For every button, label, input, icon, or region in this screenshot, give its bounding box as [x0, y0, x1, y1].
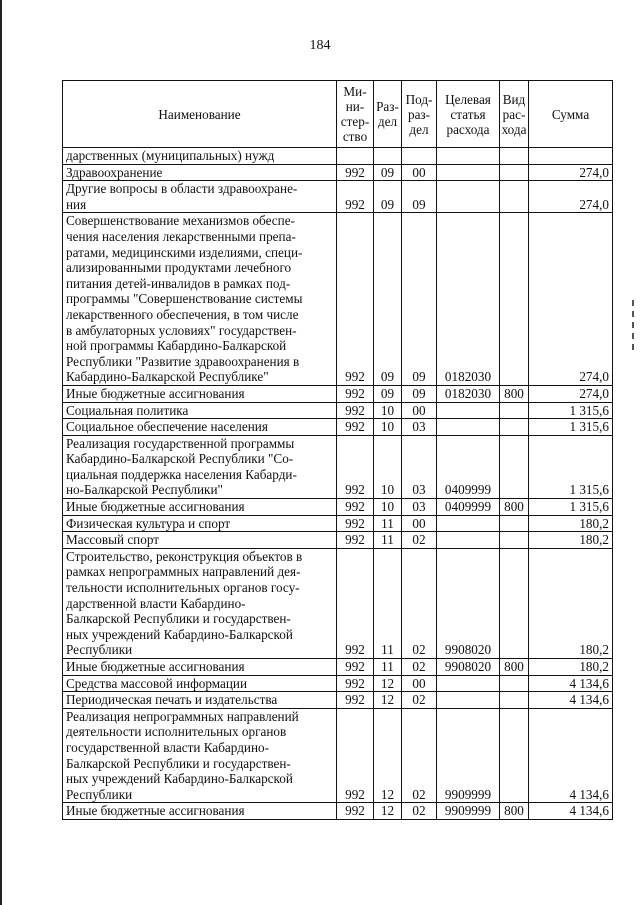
cell-subsection	[402, 148, 437, 165]
header-subsection: Под- раз- дел	[402, 81, 437, 148]
cell-sum: 274,0	[529, 181, 613, 213]
cell-sum: 180,2	[529, 659, 613, 676]
cell-target-article	[437, 515, 500, 532]
cell-section: 11	[374, 515, 402, 532]
cell-expense-type	[500, 435, 529, 498]
cell-sum: 1 315,6	[529, 435, 613, 498]
cell-name: Иные бюджетные ассигнования	[63, 499, 337, 516]
cell-subsection: 09	[402, 181, 437, 213]
cell-expense-type	[500, 164, 529, 181]
cell-section: 11	[374, 659, 402, 676]
page-number: 184	[309, 38, 331, 53]
table-row	[63, 532, 613, 549]
cell-name: Массовый спорт	[63, 532, 337, 549]
cell-section: 12	[374, 708, 402, 803]
cell-name: Реализация государственной программы Кабардино-Балкарской Республики "Со- циальная поддержка населения Кабарди- но-Балкарской Республики"	[63, 435, 337, 498]
cell-expense-type: 800	[500, 659, 529, 676]
cell-ministry: 992	[337, 675, 374, 692]
cell-subsection: 09	[402, 385, 437, 402]
scan-left-edge	[0, 0, 2, 905]
cell-name: Иные бюджетные ассигнования	[63, 659, 337, 676]
cell-expense-type: 800	[500, 499, 529, 516]
cell-section: 12	[374, 692, 402, 709]
header-ministry: Ми- ни- стер- ство	[337, 81, 374, 148]
cell-sum: 180,2	[529, 532, 613, 549]
cell-target-article	[437, 692, 500, 709]
cell-name: Иные бюджетные ассигнования	[63, 385, 337, 402]
cell-target-article	[437, 675, 500, 692]
cell-section: 12	[374, 675, 402, 692]
cell-name: Реализация непрограммных направлений деятельности исполнительных органов государственной власти Кабардино- Балкарской Республики и государствен- ных учреждений Кабардино-Балкарской Республики	[63, 708, 337, 803]
cell-subsection: 03	[402, 499, 437, 516]
cell-expense-type	[500, 402, 529, 419]
cell-expense-type	[500, 213, 529, 386]
cell-expense-type	[500, 148, 529, 165]
cell-expense-type: 800	[500, 803, 529, 820]
table-row	[63, 402, 613, 419]
cell-ministry: 992	[337, 548, 374, 658]
cell-target-article	[437, 532, 500, 549]
cell-target-article	[437, 148, 500, 165]
cell-subsection: 02	[402, 708, 437, 803]
cell-subsection: 02	[402, 532, 437, 549]
cell-expense-type	[500, 419, 529, 436]
header-sum: Сумма	[529, 81, 613, 148]
cell-ministry: 992	[337, 499, 374, 516]
cell-name: Средства массовой информации	[63, 675, 337, 692]
cell-expense-type	[500, 708, 529, 803]
table-row	[63, 148, 613, 165]
cell-section: 10	[374, 402, 402, 419]
cell-sum: 1 315,6	[529, 402, 613, 419]
cell-ministry: 992	[337, 213, 374, 386]
cell-ministry: 992	[337, 692, 374, 709]
table-row	[63, 213, 613, 386]
table-row	[63, 692, 613, 709]
cell-sum: 4 134,6	[529, 803, 613, 820]
cell-section: 09	[374, 181, 402, 213]
cell-sum: 274,0	[529, 164, 613, 181]
cell-target-article: 9909999	[437, 803, 500, 820]
cell-subsection: 02	[402, 803, 437, 820]
cell-subsection: 00	[402, 164, 437, 181]
cell-expense-type	[500, 515, 529, 532]
cell-section: 09	[374, 213, 402, 386]
cell-target-article: 9908020	[437, 548, 500, 658]
cell-subsection: 00	[402, 515, 437, 532]
cell-section	[374, 148, 402, 165]
cell-target-article	[437, 181, 500, 213]
cell-ministry	[337, 148, 374, 165]
table-row	[63, 515, 613, 532]
table-row	[63, 548, 613, 658]
cell-ministry: 992	[337, 419, 374, 436]
table-row	[63, 803, 613, 820]
cell-target-article: 0409999	[437, 435, 500, 498]
cell-expense-type	[500, 692, 529, 709]
cell-ministry: 992	[337, 402, 374, 419]
cell-subsection: 09	[402, 213, 437, 386]
cell-expense-type	[500, 548, 529, 658]
table-row	[63, 659, 613, 676]
cell-name: Социальное обеспечение населения	[63, 419, 337, 436]
table-row	[63, 181, 613, 213]
cell-target-article	[437, 164, 500, 181]
cell-target-article: 9909999	[437, 708, 500, 803]
cell-name: дарственных (муниципальных) нужд	[63, 148, 337, 165]
budget-table	[62, 80, 613, 820]
cell-ministry: 992	[337, 659, 374, 676]
cell-subsection: 03	[402, 435, 437, 498]
cell-section: 10	[374, 435, 402, 498]
cell-sum: 4 134,6	[529, 708, 613, 803]
cell-target-article	[437, 402, 500, 419]
cell-subsection: 02	[402, 659, 437, 676]
cell-name: Другие вопросы в области здравоохране- ния	[63, 181, 337, 213]
table-row	[63, 708, 613, 803]
table-row	[63, 499, 613, 516]
cell-ministry: 992	[337, 803, 374, 820]
cell-target-article: 0409999	[437, 499, 500, 516]
cell-name: Строительство, реконструкция объектов в рамках непрограммных направлений дея- тельности исполнительных органов госу- дарственной власти Кабардино- Балкарской Республики и государствен- ных учреждений Кабардино-Балкарской Республики	[63, 548, 337, 658]
table-header-row	[63, 81, 613, 148]
header-section: Раз- дел	[374, 81, 402, 148]
cell-ministry: 992	[337, 708, 374, 803]
cell-sum: 4 134,6	[529, 692, 613, 709]
cell-ministry: 992	[337, 532, 374, 549]
cell-expense-type: 800	[500, 385, 529, 402]
cell-sum: 180,2	[529, 548, 613, 658]
cell-section: 09	[374, 164, 402, 181]
header-target-article: Целевая статья расхода	[437, 81, 500, 148]
cell-section: 10	[374, 419, 402, 436]
table-row	[63, 385, 613, 402]
cell-expense-type	[500, 675, 529, 692]
cell-target-article	[437, 419, 500, 436]
cell-name: Периодическая печать и издательства	[63, 692, 337, 709]
cell-sum: 4 134,6	[529, 675, 613, 692]
cell-ministry: 992	[337, 164, 374, 181]
cell-section: 11	[374, 548, 402, 658]
cell-name: Совершенствование механизмов обеспе- чения населения лекарственными препа- ратами, медицинскими изделиями, специ- ализированными продуктами лечебного питания детей-инвалидов в рамках под- программы "Совершенствование системы лекарственного обеспечения, в том числе в амбулаторных условиях" государствен- ной программы Кабардино-Балкарской Республики "Развитие здравоохранения в Кабардино-Балкарской Республике"	[63, 213, 337, 386]
cell-sum: 180,2	[529, 515, 613, 532]
cell-sum: 274,0	[529, 213, 613, 386]
cell-section: 09	[374, 385, 402, 402]
cell-subsection: 03	[402, 419, 437, 436]
cell-section: 12	[374, 803, 402, 820]
cell-sum: 1 315,6	[529, 499, 613, 516]
header-name: Наименование	[63, 81, 337, 148]
table-row	[63, 164, 613, 181]
cell-subsection: 02	[402, 548, 437, 658]
header-expense-type: Вид рас- хода	[500, 81, 529, 148]
cell-ministry: 992	[337, 435, 374, 498]
cell-target-article: 0182030	[437, 385, 500, 402]
cell-name: Физическая культура и спорт	[63, 515, 337, 532]
cell-name: Социальная политика	[63, 402, 337, 419]
scan-margin-marks	[632, 300, 636, 350]
cell-expense-type	[500, 181, 529, 213]
cell-section: 11	[374, 532, 402, 549]
cell-name: Здравоохранение	[63, 164, 337, 181]
cell-target-article: 9908020	[437, 659, 500, 676]
cell-sum	[529, 148, 613, 165]
cell-section: 10	[374, 499, 402, 516]
cell-sum: 1 315,6	[529, 419, 613, 436]
cell-target-article: 0182030	[437, 213, 500, 386]
cell-subsection: 00	[402, 675, 437, 692]
cell-subsection: 02	[402, 692, 437, 709]
cell-ministry: 992	[337, 181, 374, 213]
cell-ministry: 992	[337, 515, 374, 532]
table-row	[63, 419, 613, 436]
cell-sum: 274,0	[529, 385, 613, 402]
cell-subsection: 00	[402, 402, 437, 419]
table-row	[63, 675, 613, 692]
table-row	[63, 435, 613, 498]
cell-name: Иные бюджетные ассигнования	[63, 803, 337, 820]
cell-expense-type	[500, 532, 529, 549]
cell-ministry: 992	[337, 385, 374, 402]
